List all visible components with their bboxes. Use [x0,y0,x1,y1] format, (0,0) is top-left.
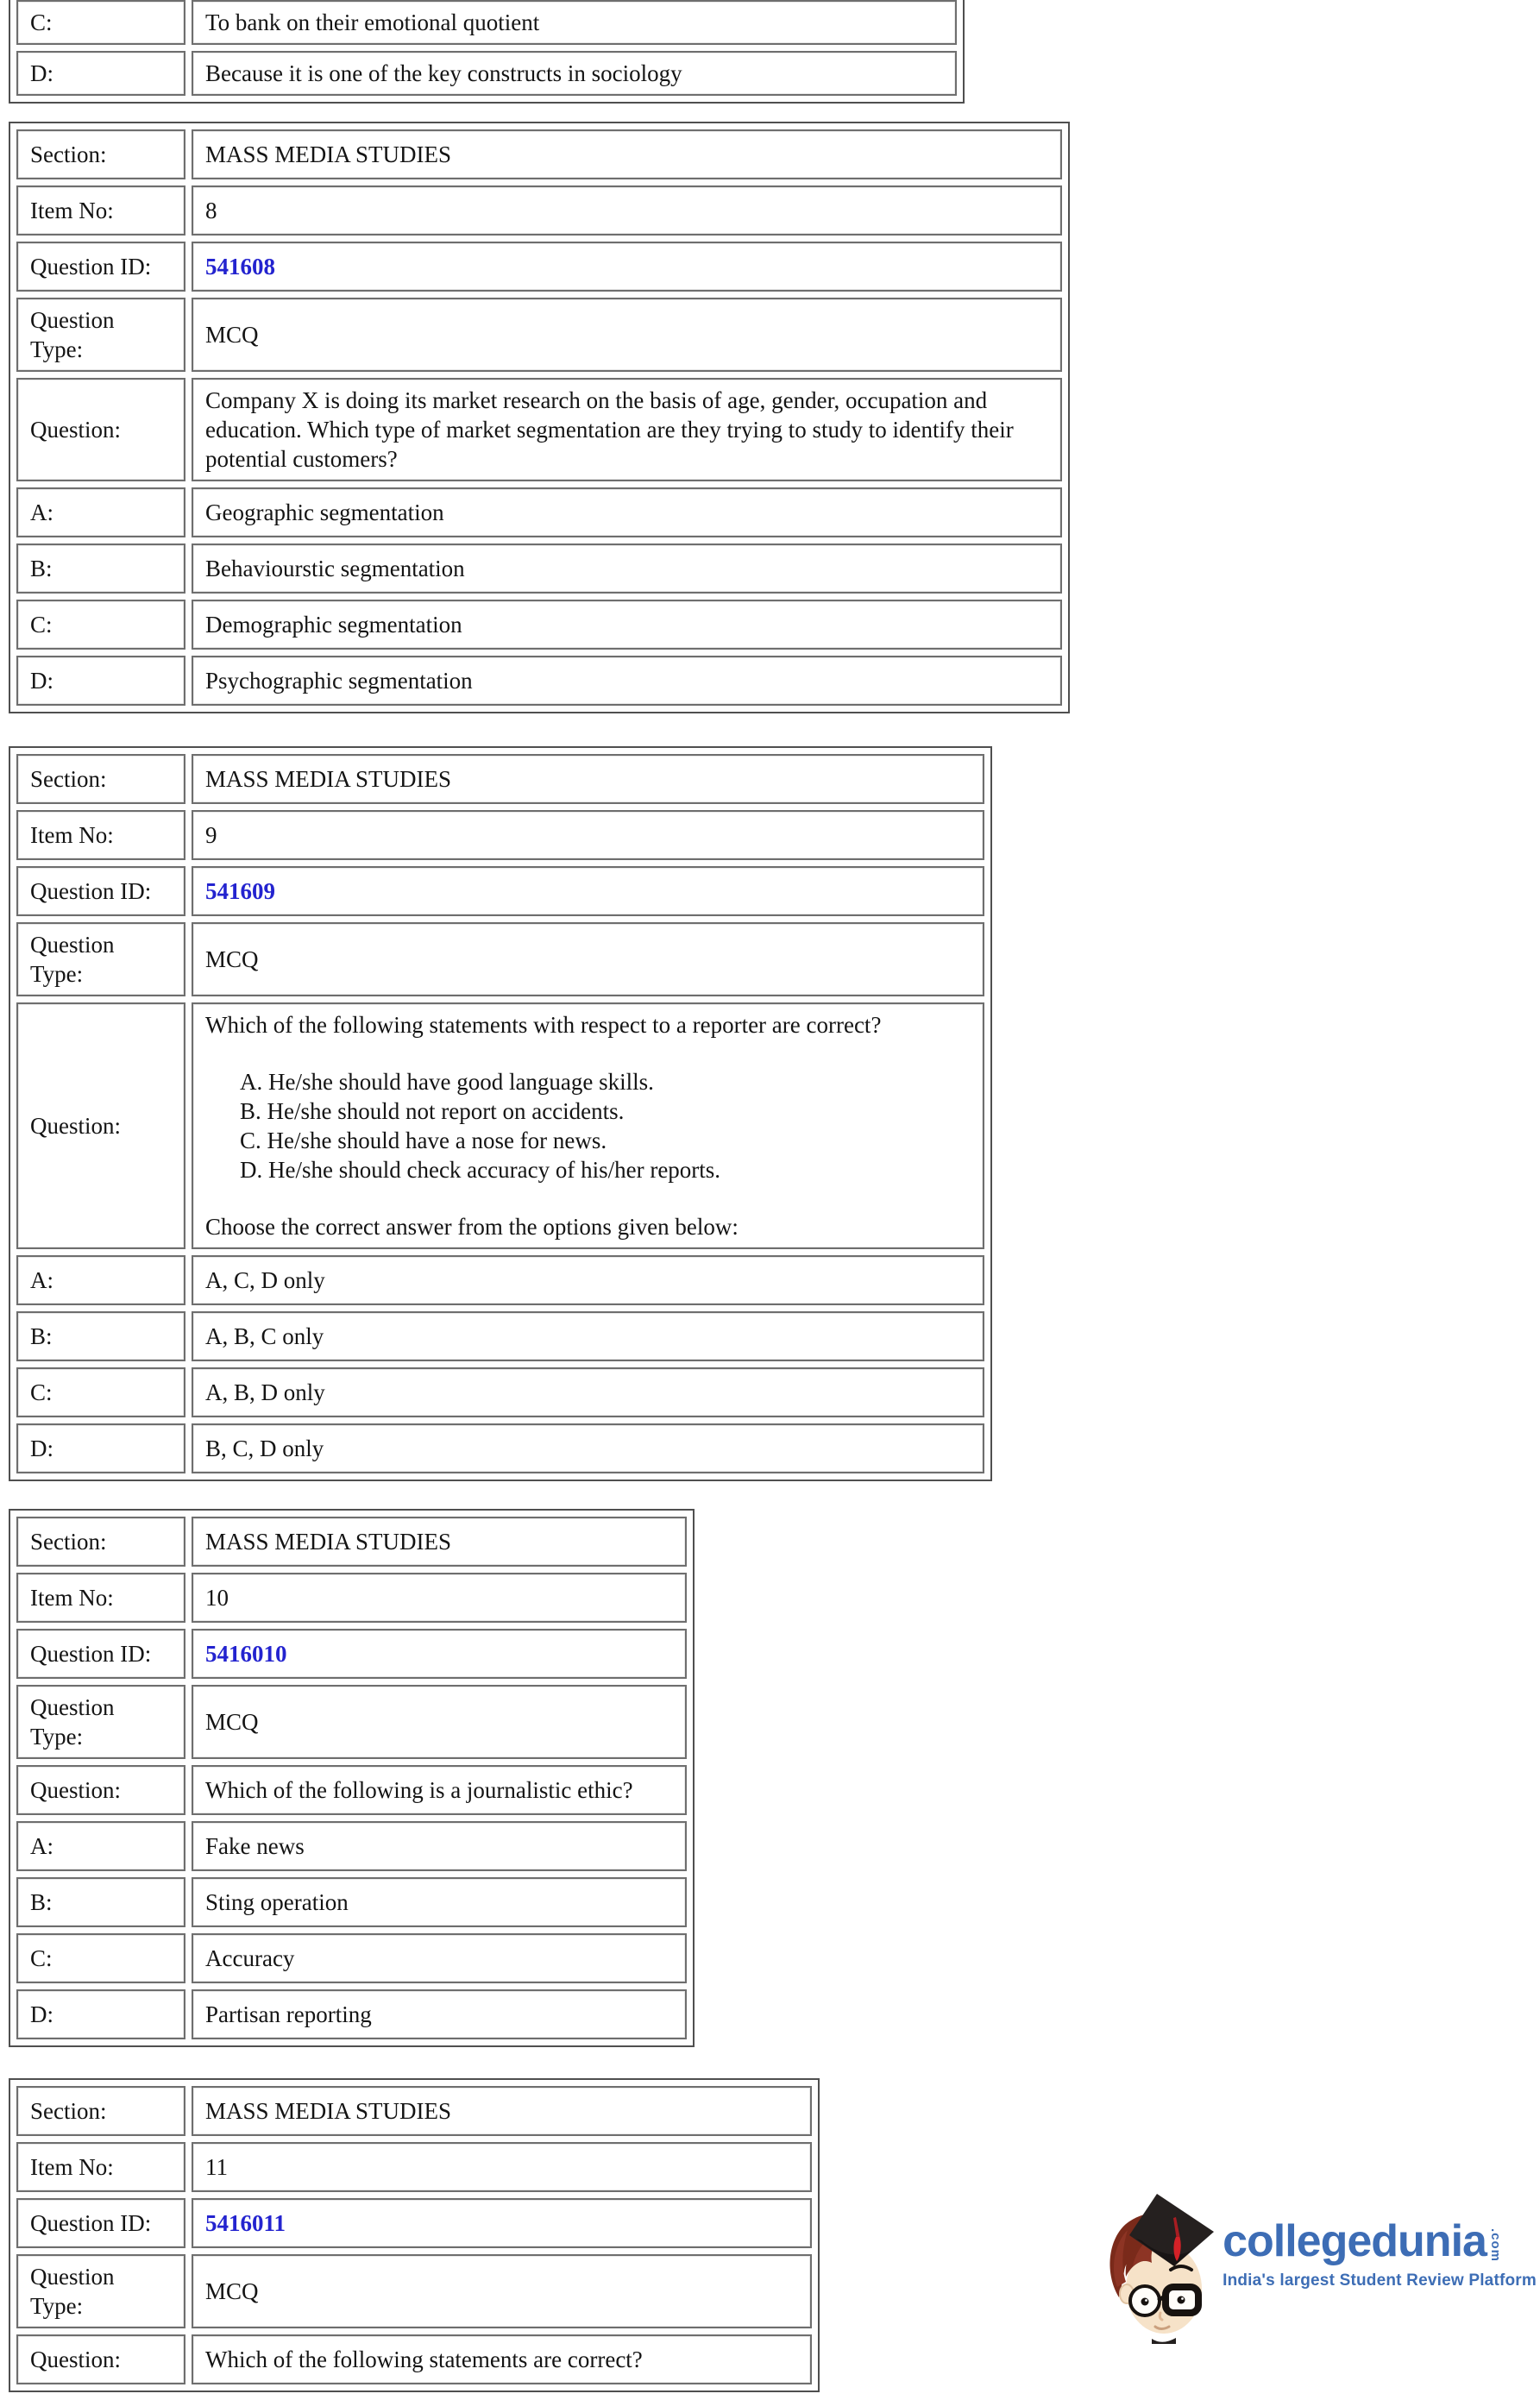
question-type-label: Question Type: [16,298,185,372]
option-label: C: [16,0,185,45]
question-id-value [192,242,1062,292]
question-label: Question: [16,1002,185,1249]
option-label: A: [16,1821,185,1871]
question-type-value: MCQ [192,2254,812,2328]
logo-text [1223,2216,1537,2290]
item-no-value: 10 [192,1573,687,1623]
statement: B. He/she should not report on accidents. [240,1098,625,1124]
option-label: D: [16,1423,185,1473]
option-row [16,1255,984,1305]
question-id-value [192,1629,687,1679]
option-row [16,1989,687,2039]
option-value: To bank on their emotional quotient [192,0,957,45]
question-type-row [16,1685,687,1759]
option-value: Partisan reporting [192,1989,687,2039]
section-row [16,754,984,804]
question-id-label: Question ID: [16,242,185,292]
option-row [16,1821,687,1871]
option-value: Accuracy [192,1933,687,1983]
option-row [16,1877,687,1927]
option-value: A, B, C only [192,1311,984,1361]
section-label: Section: [16,754,185,804]
option-row [16,51,957,96]
item-no-label: Item No: [16,1573,185,1623]
brand-tld: .com [1487,2228,1503,2263]
brand-name: collegedunia [1223,2216,1487,2266]
option-value: Psychographic segmentation [192,656,1062,706]
question-type-row [16,298,1062,372]
question-label: Question: [16,2334,185,2384]
question-table-item-11 [9,2078,820,2392]
option-label: D: [16,1989,185,2039]
mascot-graduate-boy-icon [1107,2187,1217,2344]
section-label: Section: [16,2086,185,2136]
section-value: MASS MEDIA STUDIES [192,2086,812,2136]
question-type-value: MCQ [192,1685,687,1759]
question-type-value: MCQ [192,922,984,996]
question-id-link[interactable]: 5416010 [205,1641,287,1667]
option-row [16,1367,984,1417]
option-label: C: [16,1933,185,1983]
option-row [16,487,1062,537]
question-intro: Which of the following statements with respect to a reporter are correct? [205,1012,882,1038]
question-label: Question: [16,378,185,481]
statement: C. He/she should have a nose for news. [240,1128,607,1153]
option-value: Geographic segmentation [192,487,1062,537]
option-value: Fake news [192,1821,687,1871]
question-id-value [192,866,984,916]
question-type-row [16,2254,812,2328]
question-id-label: Question ID: [16,2198,185,2248]
option-label: A: [16,1255,185,1305]
option-value: B, C, D only [192,1423,984,1473]
statement: A. He/she should have good language skills. [240,1069,654,1095]
item-no-row [16,810,984,860]
question-table-item-10 [9,1509,695,2047]
question-id-row [16,866,984,916]
section-row [16,129,1062,179]
question-type-value: MCQ [192,298,1062,372]
option-value: Sting operation [192,1877,687,1927]
collegedunia-logo [1107,2187,1537,2344]
question-type-row [16,922,984,996]
question-text: Which of the following is a journalistic ethic? [192,1765,687,1815]
option-value: A, C, D only [192,1255,984,1305]
section-label: Section: [16,129,185,179]
item-no-value: 11 [192,2142,812,2192]
option-value: A, B, D only [192,1367,984,1417]
item-no-label: Item No: [16,2142,185,2192]
question-id-value [192,2198,812,2248]
brand-row [1223,2216,1537,2266]
option-label: C: [16,600,185,650]
partial-answer-table [9,0,965,104]
question-table-item-9 [9,746,992,1481]
question-row [16,1765,687,1815]
question-text [192,1002,984,1249]
question-id-row [16,2198,812,2248]
option-row [16,656,1062,706]
question-id-row [16,242,1062,292]
item-no-value: 8 [192,185,1062,236]
option-row [16,1933,687,1983]
question-id-link[interactable]: 541608 [205,254,275,280]
question-row [16,1002,984,1249]
option-label: B: [16,543,185,594]
section-value: MASS MEDIA STUDIES [192,129,1062,179]
option-label: D: [16,656,185,706]
item-no-row [16,185,1062,236]
section-value: MASS MEDIA STUDIES [192,754,984,804]
question-type-label: Question Type: [16,922,185,996]
question-type-label: Question Type: [16,1685,185,1759]
question-text: Which of the following statements are correct? [192,2334,812,2384]
option-label: B: [16,1877,185,1927]
question-id-row [16,1629,687,1679]
item-no-row [16,1573,687,1623]
option-row [16,0,957,45]
option-row [16,1423,984,1473]
question-table-item-8 [9,122,1070,713]
option-label: D: [16,51,185,96]
item-no-value: 9 [192,810,984,860]
option-row [16,600,1062,650]
question-row [16,378,1062,481]
section-row [16,1517,687,1567]
section-label: Section: [16,1517,185,1567]
question-type-label: Question Type: [16,2254,185,2328]
question-text: Company X is doing its market research on the basis of age, gender, occupation and education. Which type of market segmentation are they trying to study to identify their potential customers? [192,378,1062,481]
item-no-label: Item No: [16,185,185,236]
question-id-link[interactable]: 541609 [205,878,275,904]
question-footer: Choose the correct answer from the options given below: [205,1214,739,1240]
option-label: B: [16,1311,185,1361]
statement: D. He/she should check accuracy of his/her reports. [240,1157,721,1183]
option-row [16,1311,984,1361]
option-value: Demographic segmentation [192,600,1062,650]
brand-tagline: India's largest Student Review Platform [1223,2271,1537,2290]
item-no-label: Item No: [16,810,185,860]
option-value: Because it is one of the key constructs in sociology [192,51,957,96]
question-id-link[interactable]: 5416011 [205,2210,286,2236]
question-label: Question: [16,1765,185,1815]
item-no-row [16,2142,812,2192]
question-id-label: Question ID: [16,866,185,916]
option-value: Behaviourstic segmentation [192,543,1062,594]
question-row [16,2334,812,2384]
partial-answer-table-clip [0,0,1540,92]
question-statements [240,1067,971,1184]
option-label: A: [16,487,185,537]
question-id-label: Question ID: [16,1629,185,1679]
option-label: C: [16,1367,185,1417]
section-value: MASS MEDIA STUDIES [192,1517,687,1567]
section-row [16,2086,812,2136]
option-row [16,543,1062,594]
